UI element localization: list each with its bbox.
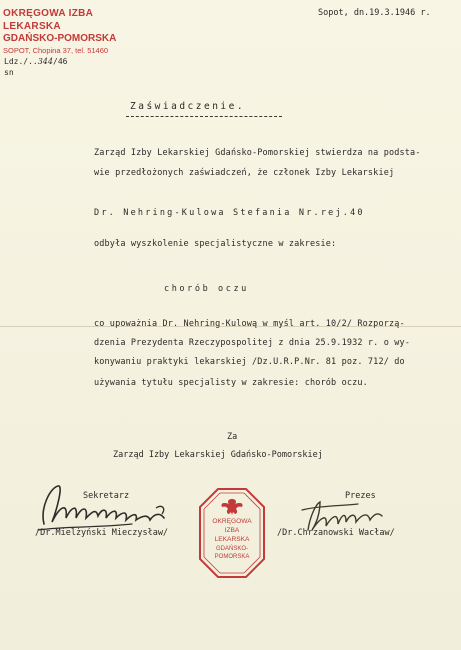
closing-za: Za — [227, 432, 238, 442]
secretary-role: Sekretarz — [83, 491, 130, 501]
president-name: /Dr.Chrzanowski Wacław/ — [277, 528, 395, 538]
paragraph-3-line-1: co upoważnia Dr. Nehring-Kulową w myśl art. 10/2/ Rozporzą- — [94, 319, 405, 329]
seal-line-5: POMORSKA — [214, 554, 250, 560]
ref-suffix: /46 — [53, 57, 68, 66]
seal-line-4: GDAŃSKO- — [215, 546, 248, 552]
president-role: Prezes — [345, 491, 376, 501]
institution-stamp — [3, 8, 133, 55]
document-title: Zaświadczenie. — [130, 101, 246, 112]
closing-body: Zarząd Izby Lekarskiej Gdańsko-Pomorskiej — [113, 450, 323, 460]
paragraph-3-line-2: dzenia Prezydenta Rzeczypospolitej z dnia 25.9.1932 r. o wy- — [94, 338, 411, 348]
paragraph-2: odbyła wyszkolenie specjalistyczne w zakresie: — [94, 239, 337, 249]
seal-line-1: OKRĘGOWA — [212, 518, 252, 525]
title-underline — [126, 116, 282, 117]
ref-initials: sn — [4, 68, 14, 78]
stamp-line-3: SOPOT, Chopina 37, tel. 51460 — [3, 45, 109, 55]
paragraph-3-line-3: konywaniu praktyki lekarskiej /Dz.U.R.P.Nr. 81 poz. 712/ do — [94, 357, 405, 367]
paragraph-1-line-2: wie przedłożonych zaświadczeń, że członek Izby Lekarskiej — [94, 168, 395, 178]
seal-line-3: LEKARSKA — [214, 536, 250, 543]
specialty: chorób oczu — [164, 284, 249, 294]
secretary-name: /Dr.Mielżyński Mieczysław/ — [35, 528, 169, 538]
ref-prefix: Ldz./.. — [4, 57, 38, 66]
seal-line-2: IZBA — [224, 527, 240, 534]
stamp-line-1: OKRĘGOWA IZBA LEKARSKA — [3, 8, 93, 32]
reference-number — [4, 56, 67, 78]
paragraph-1-line-1: Zarząd Izby Lekarskiej Gdańsko-Pomorskiej stwierdza na podsta- — [94, 148, 421, 158]
paragraph-3-line-4: używania tytułu specjalisty w zakresie: chorób oczu. — [94, 378, 368, 388]
eagle-icon — [221, 499, 242, 515]
ref-number-handwritten: 344 — [37, 57, 53, 66]
document-date: Sopot, dn.19.3.1946 r. — [318, 8, 431, 18]
stamp-line-2: GDAŃSKO-POMORSKA — [3, 33, 117, 44]
physician-name-line: Dr. Nehring-Kulowa Stefania Nr.rej.40 — [94, 208, 365, 218]
